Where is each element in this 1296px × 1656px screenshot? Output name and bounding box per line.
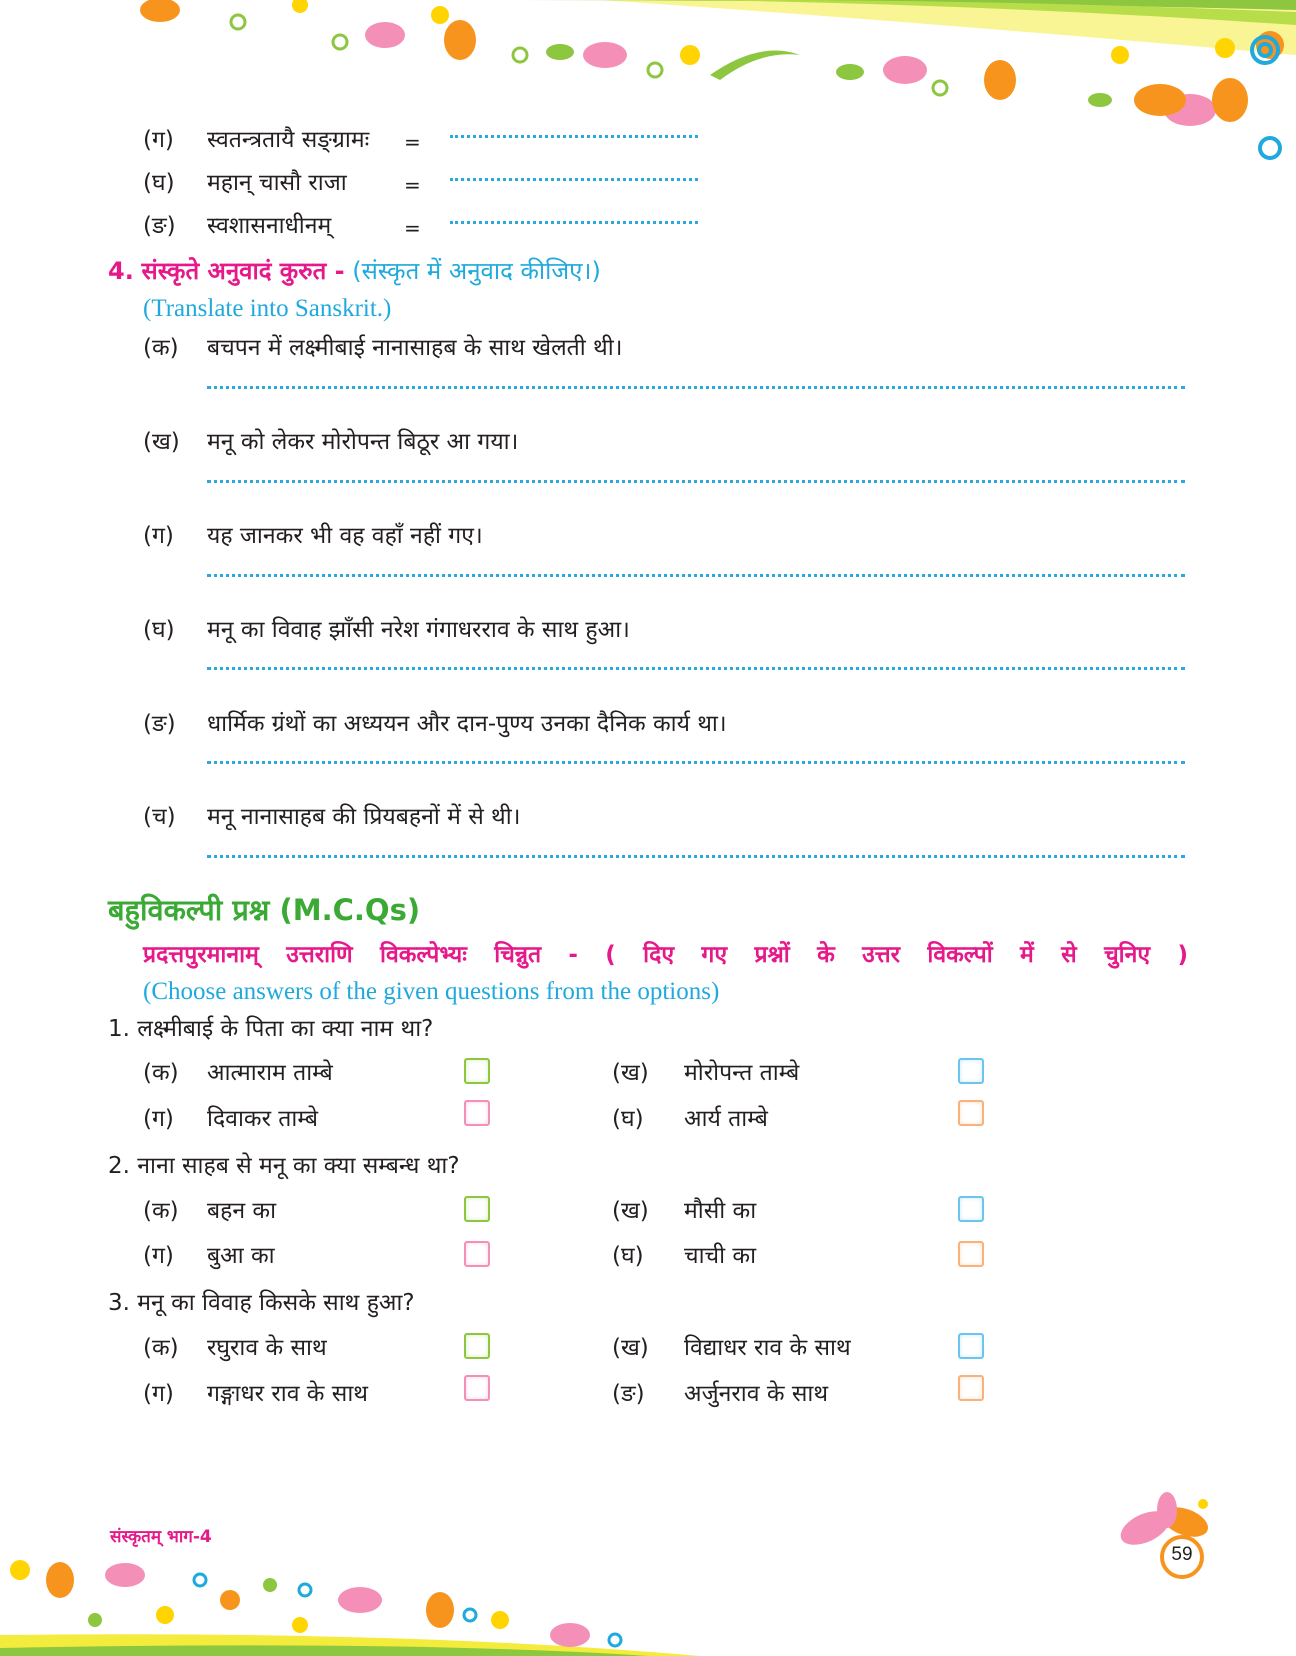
compound-row: [0, 211, 1296, 241]
answer-line[interactable]: [207, 855, 1185, 858]
mcq-question: 3. मनू का विवाह किसके साथ हुआ?: [108, 1290, 415, 1316]
option-text: गङ्गाधर राव के साथ: [207, 1381, 368, 1407]
option-text: मोरोपन्त ताम्बे: [684, 1060, 800, 1086]
option-checkbox[interactable]: [464, 1100, 490, 1126]
option-text: बुआ का: [207, 1243, 275, 1269]
option-text: चाची का: [684, 1243, 757, 1269]
option-label: (ङ): [612, 1381, 645, 1407]
answer-line[interactable]: [207, 761, 1185, 764]
item-text: बचपन में लक्ष्मीबाई नानासाहब के साथ खेलती थी।: [207, 335, 623, 361]
item-text: मनू को लेकर मोरोपन्त बिठूर आ गया।: [207, 429, 519, 455]
mcq-heading: बहुविकल्पी प्रश्न (M.C.Qs): [108, 893, 421, 927]
item-text: स्वतन्त्रतायै सङ्ग्रामः: [207, 127, 370, 153]
option-checkbox[interactable]: [958, 1333, 984, 1359]
option-text: मौसी का: [684, 1198, 757, 1224]
item-text: स्वशासनाधीनम्: [207, 213, 332, 239]
option-checkbox[interactable]: [958, 1058, 984, 1084]
item-label: (क): [143, 335, 179, 361]
item-label: (ङ): [143, 711, 176, 737]
top-floral-border: [0, 0, 1296, 190]
q4-title-english: (Translate into Sanskrit.): [143, 295, 392, 322]
mcq-instruction-sanskrit: प्रदत्तपुरमानाम् उत्तराणि विकल्पेभ्यः चिन्नुत - ( दिए गए प्रश्नों के उत्तर विकल्पों में से चुनिए ): [143, 942, 1188, 968]
option-checkbox[interactable]: [958, 1241, 984, 1267]
answer-line[interactable]: [207, 574, 1185, 577]
compound-row: [0, 168, 1296, 198]
option-text: आत्माराम ताम्बे: [207, 1060, 333, 1086]
option-label: (घ): [612, 1106, 644, 1132]
option-checkbox[interactable]: [958, 1375, 984, 1401]
option-label: (क): [143, 1198, 179, 1224]
answer-blank[interactable]: [450, 178, 698, 181]
option-text: आर्य ताम्बे: [684, 1106, 768, 1132]
item-text: धार्मिक ग्रंथों का अध्ययन और दान-पुण्य उनका दैनिक कार्य था।: [207, 711, 727, 737]
option-label: (क): [143, 1060, 179, 1086]
item-text: मनू का विवाह झाँसी नरेश गंगाधरराव के साथ हुआ।: [207, 617, 630, 643]
answer-line[interactable]: [207, 386, 1185, 389]
q4-title-hindi: (संस्कृत में अनुवाद कीजिए।): [352, 257, 601, 285]
compound-row: [0, 125, 1296, 155]
item-text: महान् चासौ राजा: [207, 170, 347, 196]
option-label: (क): [143, 1335, 179, 1361]
item-label: (ग): [143, 127, 174, 153]
option-label: (ख): [612, 1335, 649, 1361]
item-label: (ङ): [143, 213, 176, 239]
equals-sign: =: [404, 173, 421, 197]
bottom-floral-border: [0, 1540, 1296, 1656]
answer-blank[interactable]: [450, 221, 698, 224]
option-text: दिवाकर ताम्बे: [207, 1106, 318, 1132]
option-label: (ग): [143, 1106, 174, 1132]
option-label: (ग): [143, 1381, 174, 1407]
mcq-instruction-english: (Choose answers of the given questions from the options): [143, 978, 720, 1005]
equals-sign: =: [404, 216, 421, 240]
option-checkbox[interactable]: [958, 1100, 984, 1126]
option-label: (ख): [612, 1198, 649, 1224]
equals-sign: =: [404, 130, 421, 154]
item-label: (च): [143, 804, 176, 830]
option-checkbox[interactable]: [958, 1196, 984, 1222]
option-checkbox[interactable]: [464, 1058, 490, 1084]
option-checkbox[interactable]: [464, 1241, 490, 1267]
mcq-question: 1. लक्ष्मीबाई के पिता का क्या नाम था?: [108, 1016, 434, 1042]
item-label: (ग): [143, 523, 174, 549]
option-text: रघुराव के साथ: [207, 1335, 327, 1361]
option-text: बहन का: [207, 1198, 277, 1224]
answer-blank[interactable]: [450, 135, 698, 138]
option-label: (घ): [612, 1243, 644, 1269]
item-label: (ख): [143, 429, 180, 455]
item-label: (घ): [143, 617, 175, 643]
answer-line[interactable]: [207, 667, 1185, 670]
book-title: संस्कृतम् भाग-4: [110, 1527, 212, 1547]
item-label: (घ): [143, 170, 175, 196]
q4-title-sanskrit: संस्कृते अनुवादं कुरुत -: [141, 257, 345, 285]
item-text: मनू नानासाहब की प्रियबहनों में से थी।: [207, 804, 521, 830]
q4-number: 4.: [108, 257, 134, 285]
option-label: (ख): [612, 1060, 649, 1086]
option-checkbox[interactable]: [464, 1196, 490, 1222]
option-text: अर्जुनराव के साथ: [684, 1381, 829, 1407]
option-label: (ग): [143, 1243, 174, 1269]
q4-heading: [108, 256, 601, 286]
option-checkbox[interactable]: [464, 1375, 490, 1401]
option-text: विद्याधर राव के साथ: [684, 1335, 851, 1361]
answer-line[interactable]: [207, 480, 1185, 483]
option-checkbox[interactable]: [464, 1333, 490, 1359]
mcq-question: 2. नाना साहब से मनू का क्या सम्बन्ध था?: [108, 1153, 460, 1179]
item-text: यह जानकर भी वह वहाँ नहीं गए।: [207, 523, 483, 549]
page-number: 59: [1171, 1544, 1193, 1565]
